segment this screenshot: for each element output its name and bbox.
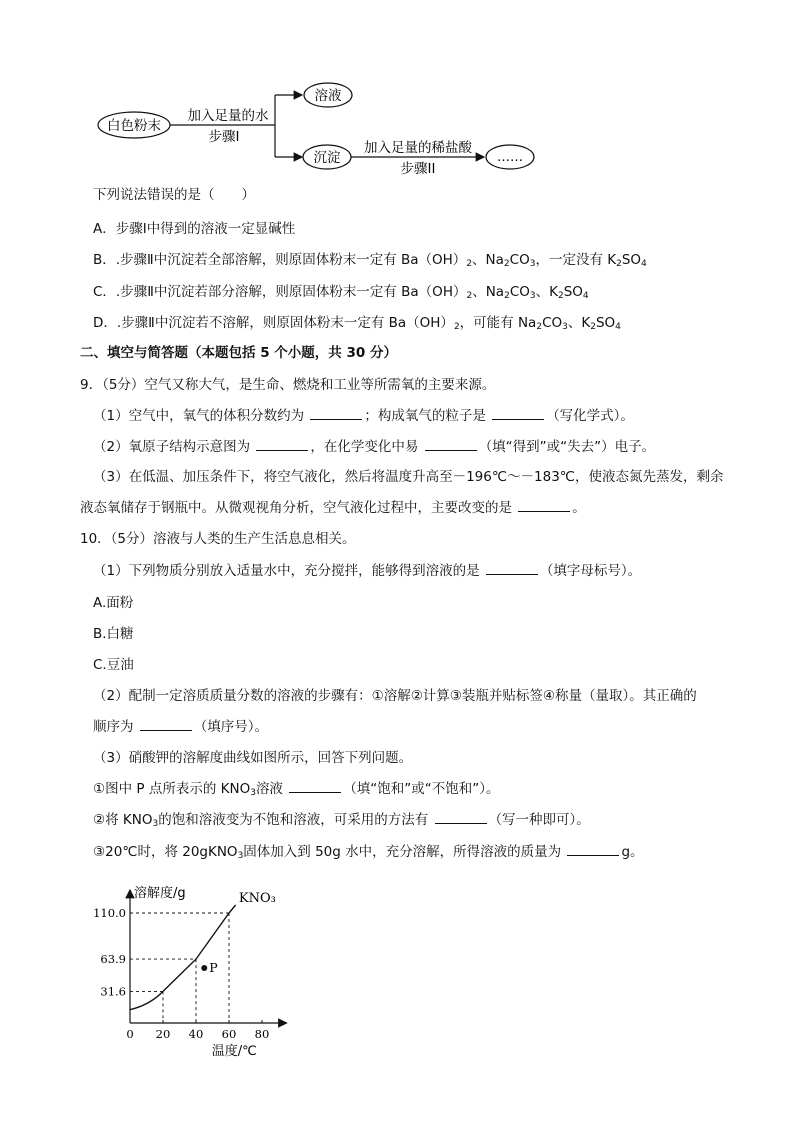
q8-stem: 下列说法错误的是（ ） (93, 187, 255, 203)
x-tick-label: 80 (254, 1027, 270, 1041)
q10-blank-4[interactable] (435, 811, 487, 824)
q10-blank-2[interactable] (140, 718, 192, 731)
q10-sub1: ①图中 P 点所表示的 $KNO_3$溶液 （填“饱和”或“不饱和”）。 (93, 781, 500, 798)
q9-blank-4[interactable] (425, 438, 477, 451)
solubility-chart (88, 868, 308, 1060)
flow-start-text: 白色粉末 (107, 118, 161, 134)
q10-blank-1[interactable] (486, 562, 538, 575)
section-2-header: 二、填空与简答题（本题包括 5 个小题，共 30 分） (80, 345, 397, 361)
q10-part2-line2: 顺序为 （填序号）。 (93, 719, 269, 735)
q9-part1: （1）空气中，氧气的体积分数约为 ；构成氧气的粒子是 （写化学式）。 (93, 408, 634, 424)
flow-end-text: …… (497, 150, 523, 165)
q8-option-c[interactable]: C．.步骤Ⅱ中沉淀若部分溶解，则原固体粉末一定有 $Ba(OH)_2$、$Na_2CO_3$、$K_2SO_4$ (93, 284, 589, 301)
y-tick-label: 63.9 (100, 952, 126, 967)
q8-option-d[interactable]: D．.步骤Ⅱ中沉淀若不溶解，则原固体粉末一定有 $Ba(OH)_2$，可能有 $Na_2CO_3$、$K_2SO_4$ (93, 315, 621, 332)
flow-step1-label: 步骤Ⅰ (208, 129, 240, 145)
q10-option-a[interactable]: A.面粉 (93, 595, 134, 611)
q10-blank-5[interactable] (567, 843, 619, 856)
q9-part3-line2: 液态氧储存于钢瓶中。从微观视角分析，空气液化过程中，主要改变的是 。 (80, 500, 586, 516)
flow-step1-condition: 加入足量的水 (187, 108, 269, 124)
q10-part1: （1）下列物质分别放入适量水中，充分搅拌，能够得到溶液的是 （填字母标号）。 (93, 563, 642, 579)
q10-sub2: ②将 $KNO_3$的饱和溶液变为不饱和溶液，可采用的方法有 （写一种即可）。 (93, 812, 590, 829)
q9-stem: 9．（5分）空气又称大气，是生命、燃烧和工业等所需氧的主要来源。 (80, 377, 496, 393)
point-p (201, 965, 207, 971)
kno3-curve-label: KNO₃ (238, 891, 276, 906)
x-tick-label: 20 (155, 1027, 171, 1041)
x-tick-label: 0 (126, 1027, 134, 1041)
q9-part3-line1: （3）在低温、加压条件下，将空气液化，然后将温度升高至－196℃～－183℃，使液态氮先蒸发，剩余 (93, 469, 724, 485)
q10-part2-line1: （2）配制一定溶质质量分数的溶液的步骤有：①溶解②计算③装瓶并贴标签④称量（量取）。其正确的 (93, 688, 697, 704)
q9-blank-5[interactable] (518, 499, 570, 512)
q10-part3: （3）硝酸钾的溶解度曲线如图所示，回答下列问题。 (93, 750, 413, 766)
point-p-label: P (209, 960, 218, 975)
flow-diagram (90, 78, 550, 183)
q10-option-c[interactable]: C.豆油 (93, 657, 134, 673)
y-tick-label: 31.6 (100, 984, 126, 999)
q10-sub3: ③20℃时，将 20gKNO$_3$固体加入到 50g 水中，充分溶解，所得溶液的质量为 g。 (93, 844, 644, 861)
q10-stem: 10．（5分）溶液与人类的生产生活息息相关。 (80, 531, 356, 547)
x-tick-label: 40 (188, 1027, 204, 1041)
q9-blank-2[interactable] (492, 407, 544, 420)
x-axis-label: 温度/℃ (211, 1044, 257, 1059)
q9-part2: （2）氧原子结构示意图为 ，在化学变化中易 （填“得到”或“失去”）电子。 (93, 439, 656, 455)
q10-option-b[interactable]: B.白糖 (93, 626, 134, 642)
q9-blank-3[interactable] (256, 438, 308, 451)
flow-step2-condition: 加入足量的稀盐酸 (364, 140, 472, 156)
flow-solution-text: 溶液 (314, 88, 342, 104)
q8-option-a[interactable]: A．步骤Ⅰ中得到的溶液一定显碱性 (93, 221, 296, 237)
q9-blank-1[interactable] (310, 407, 362, 420)
flow-precipitate-text: 沉淀 (313, 150, 341, 166)
x-tick-label: 60 (221, 1027, 237, 1041)
y-tick-label: 110.0 (93, 906, 126, 920)
y-axis-label: 溶解度/g (134, 886, 186, 901)
flow-step2-label: 步骤II (400, 161, 436, 177)
q8-option-b[interactable]: B．.步骤Ⅱ中沉淀若全部溶解，则原固体粉末一定有 $Ba(OH)_2$、$Na_2CO_3$，一定没有 $K_2SO_4$ (93, 252, 647, 269)
kno3-curve (130, 905, 236, 1010)
q10-blank-3[interactable] (289, 780, 341, 793)
